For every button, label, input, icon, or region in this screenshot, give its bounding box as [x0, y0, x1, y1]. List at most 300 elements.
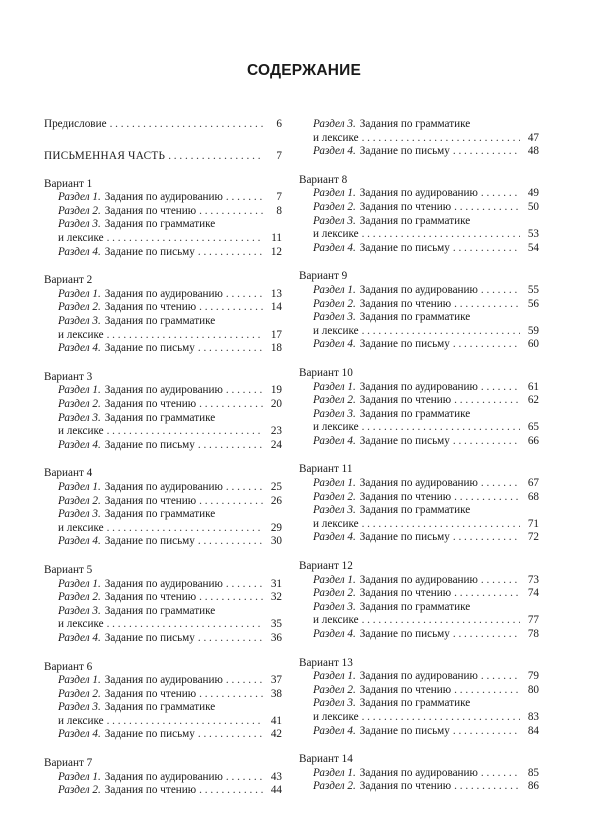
page-number: 56 [527, 297, 539, 310]
toc-entry [44, 688, 282, 702]
toc-entry [299, 298, 539, 312]
section-number: Раздел 3. [313, 407, 356, 420]
section-number: Раздел 3. [58, 604, 101, 617]
page-number: 47 [527, 131, 539, 144]
variant-title: Вариант 4 [44, 467, 93, 480]
entry-title: Задание по письму [359, 241, 450, 254]
entry-title: Задания по грамматике [104, 604, 216, 617]
variant-title: Вариант 5 [44, 563, 93, 576]
section-number: Раздел 2. [58, 784, 101, 797]
section-number: Раздел 1. [313, 766, 356, 779]
page-number: 86 [527, 780, 539, 793]
leader-dots [168, 150, 263, 164]
leader-dots [454, 201, 520, 215]
entry-title: Задание по письму [359, 531, 450, 544]
page-number: 68 [527, 490, 539, 503]
section-number: Раздел 3. [58, 315, 101, 328]
entry-title: Задания по грамматике [359, 407, 471, 420]
entry-title: Задания по чтению [104, 687, 197, 700]
section-number: Раздел 4. [313, 434, 356, 447]
leader-dots [226, 674, 263, 688]
entry-title: Задания по аудированию [104, 191, 223, 204]
leader-dots [199, 398, 263, 412]
toc-entry [44, 701, 282, 715]
variant-heading [44, 661, 282, 675]
section-number: Раздел 3. [58, 411, 101, 424]
toc-entry [299, 408, 539, 422]
variant-heading [299, 753, 539, 767]
page-number: 79 [527, 670, 539, 683]
section-number: Раздел 4. [313, 724, 356, 737]
leader-dots [453, 435, 520, 449]
entry-title: Задания по грамматике [359, 214, 471, 227]
section-number: Раздел 2. [313, 394, 356, 407]
variant-heading [299, 463, 539, 477]
leader-dots [453, 242, 520, 256]
entry-title: Задания по аудированию [104, 287, 223, 300]
entry-title: Задания по грамматике [104, 218, 216, 231]
toc-entry [44, 674, 282, 688]
page-number: 8 [276, 204, 282, 217]
leader-dots [199, 301, 263, 315]
leader-dots [481, 670, 520, 684]
section-number: Раздел 4. [313, 145, 356, 158]
leader-dots [454, 298, 520, 312]
entry-title: и лексике [313, 131, 359, 144]
section-number: Раздел 1. [58, 384, 101, 397]
leader-dots [454, 394, 520, 408]
section-number: Раздел 2. [313, 200, 356, 213]
entry-title: и лексике [313, 710, 359, 723]
entry-title: и лексике [58, 618, 104, 631]
section-number: Раздел 2. [313, 297, 356, 310]
entry-title: и лексике [58, 521, 104, 534]
section-number: Раздел 3. [313, 214, 356, 227]
page-number: 14 [270, 301, 282, 314]
leader-dots [362, 711, 520, 725]
toc-entry [299, 697, 539, 711]
page-number: 49 [527, 187, 539, 200]
variant-heading [44, 371, 282, 385]
entry-title: Задания по грамматике [359, 118, 471, 130]
toc-entry [44, 425, 282, 439]
leader-dots [453, 628, 520, 642]
leader-dots [199, 495, 263, 509]
leader-dots [362, 132, 520, 146]
section-number: Раздел 1. [58, 770, 101, 783]
variant-title: Вариант 7 [44, 757, 93, 770]
entry-title: Задания по чтению [359, 394, 452, 407]
toc-entry [299, 725, 539, 739]
section-number: Раздел 2. [58, 398, 101, 410]
page-number: 35 [270, 618, 282, 631]
page-number: 7 [276, 149, 282, 162]
entry-title: Задания по чтению [359, 683, 452, 696]
leader-dots [226, 481, 263, 495]
section-number: Раздел 4. [313, 531, 356, 544]
section-number: Раздел 4. [58, 631, 101, 644]
entry-title: Задания по аудированию [104, 770, 223, 783]
page-number: 18 [270, 342, 282, 355]
page-number: 42 [270, 728, 282, 741]
section-number: Раздел 3. [313, 504, 356, 517]
page-number: 32 [270, 591, 282, 604]
page-number: 44 [270, 784, 282, 797]
leader-dots [454, 684, 520, 698]
toc-entry [44, 439, 282, 453]
toc-entry [299, 421, 539, 435]
toc-entry [44, 288, 282, 302]
toc-entry [44, 232, 282, 246]
entry-title: Задания по чтению [104, 591, 197, 604]
toc-entry [299, 187, 539, 201]
page-number: 20 [270, 398, 282, 410]
variant-title: Вариант 2 [44, 274, 93, 287]
leader-dots [481, 381, 520, 395]
leader-dots [454, 587, 520, 601]
toc-entry [299, 504, 539, 518]
page-number: 11 [271, 232, 282, 245]
entry-title: ПИСЬМЕННАЯ ЧАСТЬ [44, 149, 166, 162]
section-number: Раздел 2. [58, 591, 101, 604]
variant-heading [299, 657, 539, 671]
entry-title: Задания по чтению [104, 301, 197, 314]
page-number: 24 [270, 438, 282, 451]
leader-dots [226, 578, 263, 592]
leader-dots [481, 767, 520, 781]
page-number: 65 [527, 421, 539, 434]
toc-entry [44, 191, 282, 205]
toc-entry [44, 618, 282, 632]
entry-title: Задания по чтению [359, 587, 452, 600]
page-number: 67 [527, 477, 539, 490]
leader-dots [198, 439, 263, 453]
toc-entry [299, 531, 539, 545]
toc-entry [299, 394, 539, 408]
page-number: 78 [527, 628, 539, 640]
entry-title: Задание по письму [359, 145, 450, 158]
toc-entry [299, 491, 539, 505]
entry-title: и лексике [313, 421, 359, 434]
toc-entry [299, 338, 539, 352]
toc-entry [299, 118, 539, 132]
leader-dots [226, 191, 263, 205]
entry-title: Задания по аудированию [359, 670, 478, 683]
section-number: Раздел 1. [313, 283, 356, 296]
entry-title: Задания по чтению [104, 784, 197, 797]
toc-entry [299, 228, 539, 242]
section-number: Раздел 1. [58, 287, 101, 300]
page-number: 71 [527, 517, 539, 530]
entry-title: Задание по письму [104, 245, 195, 258]
toc-entry [299, 628, 539, 642]
variant-heading [299, 560, 539, 574]
page-number: 55 [527, 283, 539, 296]
page-number: 26 [270, 494, 282, 507]
page-number: 80 [527, 683, 539, 696]
entry-title: Задания по грамматике [104, 701, 216, 714]
section-number: Раздел 4. [58, 728, 101, 741]
page-title: СОДЕРЖАНИЕ [246, 62, 362, 79]
section-number: Раздел 2. [58, 204, 101, 217]
section-number: Раздел 2. [58, 494, 101, 507]
page-number: 83 [527, 710, 539, 723]
toc-entry [44, 495, 282, 509]
section-number: Раздел 2. [313, 780, 356, 793]
leader-dots [481, 284, 520, 298]
section-number: Раздел 1. [58, 577, 101, 590]
page-number: 29 [270, 521, 282, 534]
page-number: 19 [270, 384, 282, 397]
entry-title: Задания по грамматике [359, 697, 471, 710]
toc-entry [299, 215, 539, 229]
section-number: Раздел 3. [313, 118, 356, 130]
entry-title: и лексике [313, 614, 359, 627]
toc-entry [44, 535, 282, 549]
toc-entry [44, 412, 282, 426]
entry-title: Задания по аудированию [104, 480, 223, 493]
toc-entry [299, 242, 539, 256]
toc-entry [44, 728, 282, 742]
section-number: Раздел 4. [58, 438, 101, 451]
toc-entry [299, 311, 539, 325]
leader-dots [107, 522, 263, 536]
toc-entry [44, 315, 282, 329]
variant-heading [299, 174, 539, 188]
leader-dots [226, 771, 263, 785]
variant-title: Вариант 1 [44, 177, 93, 190]
page-number: 48 [527, 145, 539, 158]
entry-title: Задание по письму [104, 438, 195, 451]
entry-title: и лексике [313, 324, 359, 337]
entry-title: Задания по чтению [359, 200, 452, 213]
toc-entry [299, 601, 539, 615]
entry-title: Задания по грамматике [359, 504, 471, 517]
toc-entry [44, 715, 282, 729]
leader-dots [107, 329, 263, 343]
variant-heading [44, 564, 282, 578]
section-number: Раздел 1. [313, 573, 356, 586]
leader-dots [199, 784, 263, 798]
entry-title: Задания по грамматике [104, 508, 216, 521]
section-number: Раздел 1. [313, 477, 356, 490]
section-number: Раздел 2. [313, 683, 356, 696]
toc-entry [44, 301, 282, 315]
section-number: Раздел 4. [58, 342, 101, 355]
leader-dots [453, 725, 520, 739]
entry-title: Задания по чтению [104, 494, 197, 507]
variant-title: Вариант 13 [299, 656, 353, 669]
section-number: Раздел 1. [313, 380, 356, 393]
page-number: 54 [527, 241, 539, 254]
entry-title: Задания по чтению [104, 204, 197, 217]
leader-dots [362, 614, 520, 628]
entry-title: Задания по аудированию [104, 577, 223, 590]
leader-dots [454, 491, 520, 505]
toc-entry [299, 325, 539, 339]
variant-heading [44, 178, 282, 192]
variant-heading [44, 274, 282, 288]
leader-dots [453, 338, 520, 352]
entry-title: Задания по аудированию [359, 573, 478, 586]
leader-dots [481, 574, 520, 588]
page-number: 59 [527, 324, 539, 337]
variant-heading [44, 757, 282, 771]
section-number: Раздел 1. [313, 670, 356, 683]
entry-title: Задания по грамматике [359, 600, 471, 613]
toc-entry [299, 711, 539, 725]
variant-heading [44, 467, 282, 481]
leader-dots [198, 632, 263, 646]
toc-entry [44, 508, 282, 522]
entry-title: Задания по чтению [359, 780, 452, 793]
toc-entry [44, 522, 282, 536]
toc-entry [299, 684, 539, 698]
leader-dots [481, 477, 520, 491]
leader-dots [362, 325, 520, 339]
toc-entry [299, 381, 539, 395]
page-number: 30 [270, 535, 282, 548]
leader-dots [110, 118, 263, 132]
entry-title: Задания по аудированию [359, 477, 478, 490]
entry-title: Задания по аудированию [359, 187, 478, 200]
page-number: 43 [270, 770, 282, 783]
toc-entry [44, 481, 282, 495]
toc-entry [44, 398, 282, 412]
preface-entry [44, 118, 282, 132]
page-number: 7 [276, 191, 282, 204]
section-number: Раздел 4. [58, 535, 101, 548]
leader-dots [362, 518, 520, 532]
page-number: 38 [270, 687, 282, 700]
leader-dots [362, 421, 520, 435]
toc-entry [44, 771, 282, 785]
leader-dots [453, 531, 520, 545]
section-number: Раздел 1. [58, 480, 101, 493]
entry-title: Предисловие [44, 118, 107, 130]
toc-entry [299, 145, 539, 159]
variant-title: Вариант 9 [299, 270, 348, 283]
page-number: 77 [527, 614, 539, 627]
variant-title: Вариант 3 [44, 370, 93, 383]
variant-title: Вариант 8 [299, 173, 348, 186]
toc-entry [299, 201, 539, 215]
toc-entry [299, 767, 539, 781]
entry-title: Задание по письму [104, 342, 195, 355]
page-number: 37 [270, 674, 282, 687]
page-number: 13 [270, 287, 282, 300]
variant-title: Вариант 12 [299, 560, 353, 573]
entry-title: Задания по грамматике [104, 411, 216, 424]
entry-title: Задания по аудированию [359, 766, 478, 779]
leader-dots [199, 591, 263, 605]
section-number: Раздел 1. [58, 191, 101, 204]
section-number: Раздел 1. [313, 187, 356, 200]
leader-dots [107, 715, 263, 729]
toc-entry [299, 518, 539, 532]
entry-title: и лексике [58, 425, 104, 438]
entry-title: и лексике [58, 232, 104, 245]
page-number: 66 [527, 434, 539, 447]
section-number: Раздел 3. [313, 600, 356, 613]
page-number: 41 [270, 714, 282, 727]
page-number: 6 [276, 118, 282, 130]
entry-title: Задания по аудированию [359, 380, 478, 393]
toc-entry [299, 284, 539, 298]
toc-entry [44, 384, 282, 398]
section-number: Раздел 3. [58, 218, 101, 231]
toc-entry [299, 574, 539, 588]
leader-dots [198, 535, 263, 549]
variant-title: Вариант 14 [299, 753, 353, 766]
leader-dots [198, 246, 263, 260]
toc-entry [299, 477, 539, 491]
section-number: Раздел 2. [58, 301, 101, 314]
section-number: Раздел 1. [58, 674, 101, 687]
variant-heading [299, 270, 539, 284]
section-number: Раздел 2. [58, 687, 101, 700]
page-number: 61 [527, 380, 539, 393]
entry-title: Задания по чтению [359, 490, 452, 503]
entry-title: Задания по чтению [104, 398, 197, 410]
entry-title: Задания по грамматике [104, 315, 216, 328]
leader-dots [481, 187, 520, 201]
page-number: 31 [270, 577, 282, 590]
toc-entry [44, 329, 282, 343]
toc-entry [44, 632, 282, 646]
toc-column-right [299, 118, 539, 794]
section-number: Раздел 3. [313, 697, 356, 710]
toc-column-left [44, 118, 282, 798]
written-part-entry [44, 150, 282, 164]
section-number: Раздел 3. [313, 311, 356, 324]
entry-title: Задания по грамматике [359, 311, 471, 324]
entry-title: Задание по письму [359, 338, 450, 351]
section-number: Раздел 3. [58, 701, 101, 714]
section-number: Раздел 3. [58, 508, 101, 521]
page-number: 25 [270, 480, 282, 493]
leader-dots [226, 384, 263, 398]
page-number: 85 [527, 766, 539, 779]
variant-heading [299, 367, 539, 381]
toc-entry [299, 435, 539, 449]
leader-dots [453, 145, 520, 159]
page-number: 23 [270, 425, 282, 438]
page-number: 84 [527, 724, 539, 737]
variant-title: Вариант 6 [44, 660, 93, 673]
leader-dots [226, 288, 263, 302]
entry-title: Задание по письму [359, 434, 450, 447]
leader-dots [107, 425, 263, 439]
toc-entry [44, 605, 282, 619]
entry-title: и лексике [313, 228, 359, 241]
page-number: 73 [527, 573, 539, 586]
page-number: 50 [527, 200, 539, 213]
toc-entry [44, 784, 282, 798]
toc-entry [44, 342, 282, 356]
toc-entry [44, 578, 282, 592]
entry-title: и лексике [58, 714, 104, 727]
leader-dots [107, 232, 263, 246]
toc-entry [44, 218, 282, 232]
page-number: 36 [270, 631, 282, 644]
entry-title: Задания по аудированию [104, 384, 223, 397]
toc-entry [44, 205, 282, 219]
leader-dots [198, 342, 263, 356]
page-number: 62 [527, 394, 539, 407]
toc-entry [44, 591, 282, 605]
entry-title: Задание по письму [104, 728, 195, 741]
